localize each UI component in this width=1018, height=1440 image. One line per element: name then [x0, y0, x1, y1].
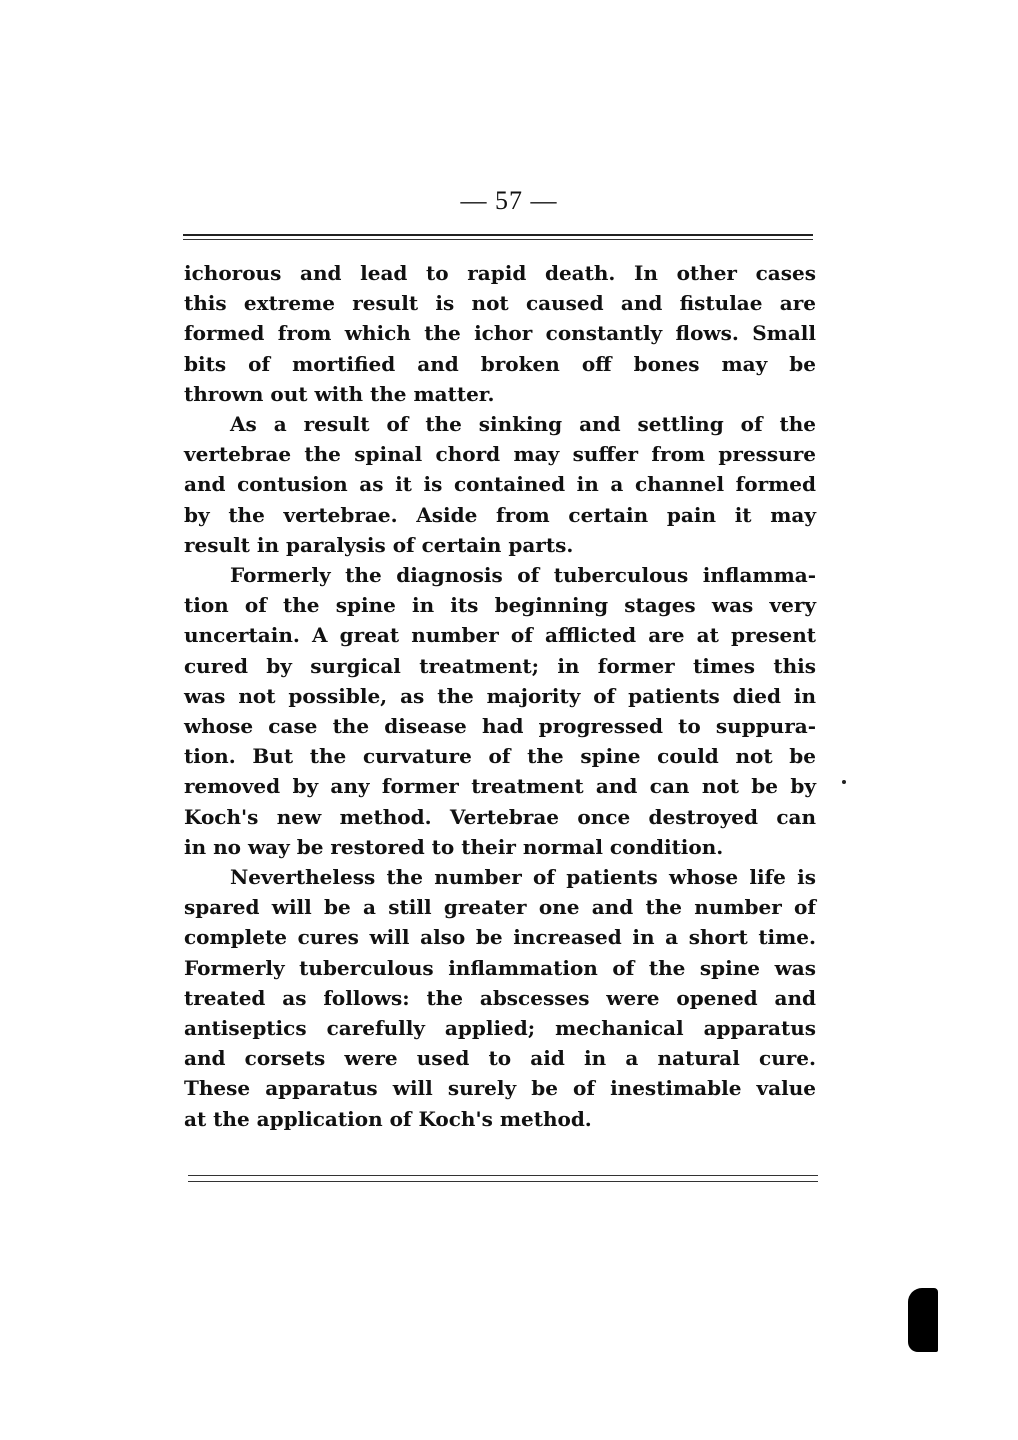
- paragraph-3: [184, 560, 816, 862]
- text-line: spared will be a still greater one and the number of: [184, 895, 816, 920]
- footer-rule: [188, 1175, 818, 1176]
- text-line: Nevertheless the number of patients whose life is: [230, 865, 816, 890]
- paragraph-2: [184, 409, 816, 560]
- text-line: antiseptics carefully applied; mechanical apparatus: [184, 1016, 816, 1041]
- text-line: this extreme result is not caused and fistulae are: [184, 291, 816, 316]
- text-line: treated as follows: the abscesses were opened and: [184, 985, 816, 1010]
- text-line: was not possible, as the majority of patients died in: [184, 683, 816, 708]
- paragraph-4: [184, 862, 816, 1134]
- footer-rule-secondary: [188, 1181, 818, 1182]
- text-line: and corsets were used to aid in a natural cure.: [184, 1046, 816, 1071]
- text-line: cured by surgical treatment; in former times this: [184, 653, 816, 678]
- text-line: tion. But the curvature of the spine could not be: [184, 744, 816, 769]
- page-number: — 57 —: [460, 186, 558, 215]
- text-line: formed from which the ichor constantly flows. Small: [184, 321, 816, 346]
- text-line: and contusion as it is contained in a channel formed: [184, 472, 816, 497]
- text-line: These apparatus will surely be of inestimable value: [184, 1076, 816, 1101]
- text-line: at the application of Koch's method.: [184, 1106, 592, 1131]
- text-line: thrown out with the matter.: [184, 381, 495, 406]
- text-line: As a result of the sinking and settling of the: [230, 412, 816, 437]
- header-rule-secondary: [183, 239, 813, 240]
- text-line: by the vertebrae. Aside from certain pain it may: [184, 502, 816, 527]
- text-line: whose case the disease had progressed to suppura-: [184, 714, 816, 739]
- scan-edge-mark: [908, 1288, 938, 1352]
- header-rule: [183, 234, 813, 236]
- text-line: removed by any former treatment and can not be by: [184, 774, 816, 799]
- text-line: uncertain. A great number of afflicted are at present: [184, 623, 816, 648]
- text-line: vertebrae the spinal chord may suffer from pressure: [184, 442, 816, 467]
- text-line: result in paralysis of certain parts.: [184, 532, 574, 557]
- paragraph-1: [184, 258, 816, 409]
- body-text: [184, 258, 816, 1134]
- text-line: bits of mortified and broken off bones may be: [184, 351, 816, 376]
- text-line: Formerly the diagnosis of tuberculous inflamma-: [230, 563, 816, 588]
- text-line: tion of the spine in its beginning stages was very: [184, 593, 816, 618]
- text-line: Formerly tuberculous inflammation of the spine was: [184, 955, 816, 980]
- text-line: ichorous and lead to rapid death. In other cases: [184, 261, 816, 285]
- text-line: in no way be restored to their normal condition.: [184, 834, 724, 859]
- scan-speck: [842, 780, 846, 784]
- text-line: Koch's new method. Vertebrae once destroyed can: [184, 804, 816, 829]
- text-line: complete cures will also be increased in a short time.: [184, 925, 816, 950]
